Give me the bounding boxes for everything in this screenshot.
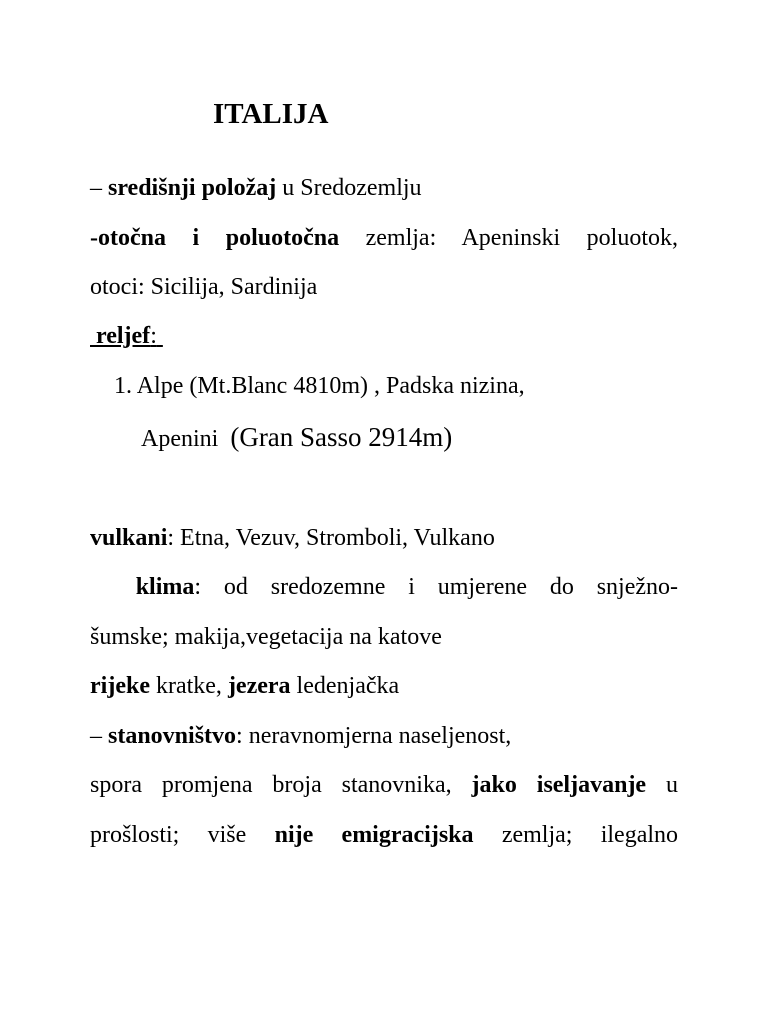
term-lakes: jezera <box>227 673 291 699</box>
text: zemlja; ilegalno <box>501 822 679 848</box>
dash: – <box>90 723 102 749</box>
term-relief: reljef <box>96 323 151 349</box>
paragraph-vegetation <box>90 622 678 652</box>
term-population: stanovništvo <box>108 723 237 749</box>
text: otoci: Sicilija, Sardinija <box>90 274 318 300</box>
text: Alpe (Mt.Blanc 4810m) , Padska nizina, <box>136 373 525 399</box>
term-climate: klima <box>135 574 195 600</box>
paragraph-islands-list <box>90 272 678 302</box>
text: zemlja: Apeninski poluotok, <box>365 225 678 251</box>
paragraph-emigration <box>90 770 678 800</box>
text: kratke, <box>155 673 222 699</box>
text: : neravnomjerna naseljenost, <box>236 723 512 749</box>
page-title: ITALIJA <box>213 98 329 130</box>
term-rivers: rijeke <box>90 673 150 699</box>
relief-underlined <box>90 323 163 349</box>
paragraph-past <box>90 820 678 850</box>
text-large: (Gran Sasso 2914m) <box>230 422 453 452</box>
list-item-continuation <box>141 422 729 454</box>
dash: – <box>90 175 102 201</box>
term-island: -otočna i poluotočna <box>90 225 340 251</box>
text: šumske; makija,vegetacija na katove <box>90 624 442 650</box>
term-emigration: jako iseljavanje <box>471 772 647 798</box>
list-item <box>114 371 702 401</box>
paragraph-climate <box>90 572 678 602</box>
text: Apenini <box>141 426 219 452</box>
paragraph-position <box>90 173 678 203</box>
term-not-emigration: nije emigracijska <box>274 822 474 848</box>
text: spora promjena broja stanovnika, <box>90 772 452 798</box>
list-number: 1. <box>114 373 132 399</box>
text: : Etna, Vezuv, Stromboli, Vulkano <box>167 525 495 551</box>
term-volcanoes: vulkani <box>90 525 168 551</box>
paragraph-population <box>90 721 678 751</box>
heading-relief <box>90 321 678 351</box>
text: u <box>666 772 678 798</box>
paragraph-volcanoes <box>90 523 678 553</box>
term-central-position: središnji položaj <box>108 175 277 201</box>
text: : od sredozemne i umjerene do snježno- <box>194 574 678 600</box>
colon: : <box>150 323 157 349</box>
paragraph-island <box>90 223 678 253</box>
text: prošlosti; više <box>90 822 247 848</box>
paragraph-rivers <box>90 671 678 701</box>
text: ledenjačka <box>296 673 400 699</box>
text: u Sredozemlju <box>282 175 422 201</box>
